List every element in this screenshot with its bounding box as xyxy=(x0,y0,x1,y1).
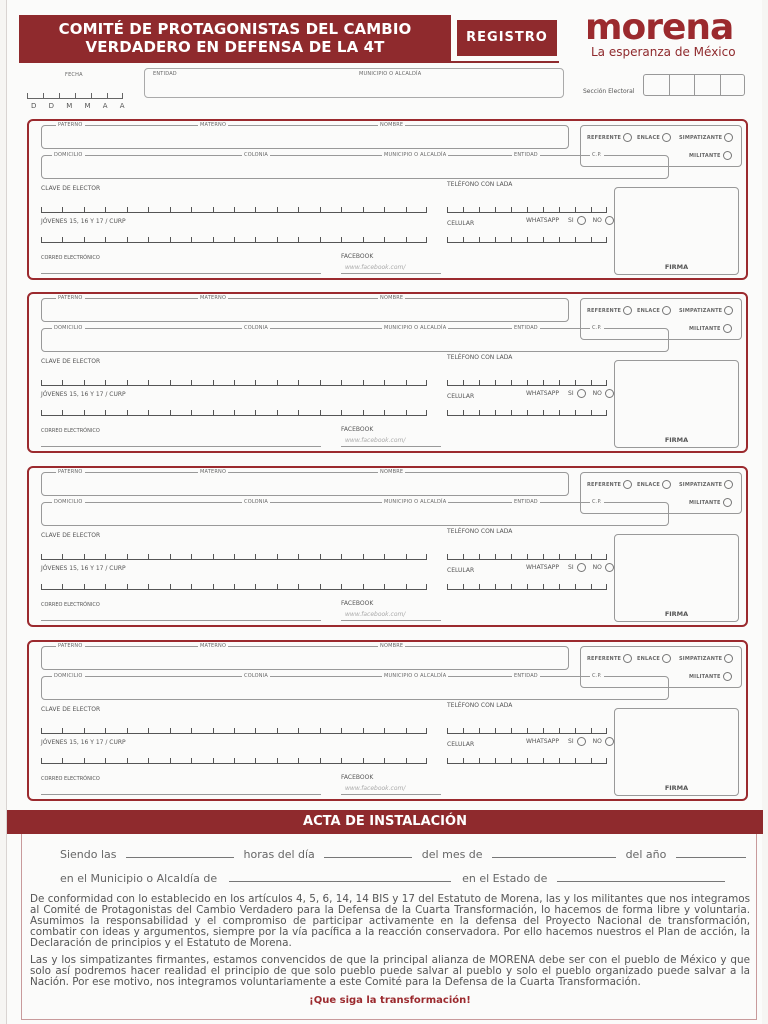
simpatizante-option[interactable] xyxy=(679,133,733,142)
title-line-1: COMITÉ DE PROTAGONISTAS DEL CAMBIO xyxy=(58,20,412,38)
acta-estado-label: en el Estado de xyxy=(462,872,548,885)
simpatizante-label: SIMPATIZANTE xyxy=(679,655,723,662)
referente-option[interactable] xyxy=(587,654,632,663)
paterno-label: PATERNO xyxy=(58,295,83,301)
telefono-label: TELÉFONO CON LADA xyxy=(447,181,513,188)
enlace-radio[interactable] xyxy=(662,133,671,142)
whatsapp-no-radio[interactable] xyxy=(605,389,614,398)
acta-municipio-field[interactable] xyxy=(229,872,451,882)
referente-radio[interactable] xyxy=(623,654,632,663)
simpatizante-label: SIMPATIZANTE xyxy=(679,481,723,488)
whatsapp-no-radio[interactable] xyxy=(605,563,614,572)
whatsapp-si-radio[interactable] xyxy=(577,563,586,572)
correo-label: CORREO ELECTRÓNICO xyxy=(41,602,100,608)
hora-field[interactable] xyxy=(126,848,234,858)
acta-municipio-label: en el Municipio o Alcaldía de xyxy=(60,872,218,885)
firma-box[interactable] xyxy=(614,360,739,448)
paterno-label: PATERNO xyxy=(58,643,83,649)
simpatizante-option[interactable] xyxy=(679,306,733,315)
address-field[interactable] xyxy=(41,673,669,700)
celular-label: CELULAR xyxy=(447,220,475,227)
record-card xyxy=(27,640,748,801)
celular-label: CELULAR xyxy=(447,567,475,574)
name-field[interactable] xyxy=(41,643,569,670)
name-field[interactable] xyxy=(41,295,569,322)
record-card xyxy=(27,292,748,453)
whatsapp-option xyxy=(526,737,614,746)
simpatizante-radio[interactable] xyxy=(724,654,733,663)
curp-field[interactable] xyxy=(41,584,427,590)
militante-radio[interactable] xyxy=(723,151,732,160)
entidad-municipio-field[interactable] xyxy=(144,68,564,98)
whatsapp-si-radio[interactable] xyxy=(577,216,586,225)
whatsapp-label: WHATSAPP xyxy=(526,217,560,224)
enlace-option[interactable] xyxy=(637,133,671,142)
entidad-label: ENTIDAD xyxy=(514,152,538,158)
telefono-field[interactable] xyxy=(447,554,607,560)
address-field[interactable] xyxy=(41,325,669,352)
si-label: SI xyxy=(568,390,574,397)
no-label: NO xyxy=(592,217,602,224)
colonia-label: COLONIA xyxy=(244,152,269,158)
acta-title: ACTA DE INSTALACIÓN xyxy=(7,810,763,834)
slogan: La esperanza de México xyxy=(591,45,736,59)
domicilio-label: DOMICILIO xyxy=(54,673,83,679)
colonia-label: COLONIA xyxy=(244,499,269,505)
facebook-field[interactable] xyxy=(341,446,441,447)
municipio-label: MUNICIPIO O ALCALDÍA xyxy=(384,325,447,331)
address-field[interactable] xyxy=(41,152,669,179)
registro-label: REGISTRO xyxy=(457,20,557,56)
curp-field[interactable] xyxy=(41,758,427,764)
telefono-label: TELÉFONO CON LADA xyxy=(447,528,513,535)
militante-radio[interactable] xyxy=(723,672,732,681)
firma-label: FIRMA xyxy=(664,784,689,792)
facebook-label: FACEBOOK xyxy=(341,600,374,607)
enlace-label: ENLACE xyxy=(637,134,660,141)
dia-field[interactable] xyxy=(324,848,412,858)
referente-radio[interactable] xyxy=(623,306,632,315)
militante-option[interactable] xyxy=(689,498,732,507)
siendo-label: Siendo las xyxy=(60,848,117,861)
mes-field[interactable] xyxy=(492,848,616,858)
domicilio-label: DOMICILIO xyxy=(54,499,83,505)
enlace-radio[interactable] xyxy=(662,654,671,663)
facebook-field[interactable] xyxy=(341,273,441,274)
celular-field[interactable] xyxy=(447,410,607,416)
whatsapp-option xyxy=(526,216,614,225)
enlace-radio[interactable] xyxy=(662,306,671,315)
enlace-label: ENLACE xyxy=(637,481,660,488)
curp-label: JÓVENES 15, 16 Y 17 / CURP xyxy=(41,218,126,225)
fecha-field[interactable] xyxy=(27,92,123,99)
militante-option[interactable] xyxy=(689,151,732,160)
seccion-label: Sección Electoral xyxy=(583,88,635,95)
referente-option[interactable] xyxy=(587,133,632,142)
nombre-label: NOMBRE xyxy=(380,643,404,649)
domicilio-label: DOMICILIO xyxy=(54,325,83,331)
correo-field[interactable] xyxy=(41,794,321,795)
militante-radio[interactable] xyxy=(723,498,732,507)
municipio-label: MUNICIPIO O ALCALDÍA xyxy=(384,152,447,158)
cp-label: C.P. xyxy=(592,325,602,331)
materno-label: MATERNO xyxy=(200,469,227,475)
curp-label: JÓVENES 15, 16 Y 17 / CURP xyxy=(41,391,126,398)
facebook-field[interactable] xyxy=(341,620,441,621)
name-field[interactable] xyxy=(41,122,569,149)
facebook-label: FACEBOOK xyxy=(341,253,374,260)
anio-field[interactable] xyxy=(676,848,746,858)
clave-label: CLAVE DE ELECTOR xyxy=(41,185,101,192)
whatsapp-no-radio[interactable] xyxy=(605,216,614,225)
simpatizante-option[interactable] xyxy=(679,480,733,489)
clave-field[interactable] xyxy=(41,380,427,386)
facebook-hint: www.facebook.com/ xyxy=(345,611,406,618)
acta-estado-field[interactable] xyxy=(557,872,725,882)
firma-box[interactable] xyxy=(614,187,739,275)
correo-field[interactable] xyxy=(41,446,321,447)
whatsapp-label: WHATSAPP xyxy=(526,738,560,745)
simpatizante-option[interactable] xyxy=(679,654,733,663)
mes-label: del mes de xyxy=(421,848,483,861)
correo-field[interactable] xyxy=(41,620,321,621)
acta-paragraph-2: Las y los simpatizantes firmantes, estamos convencidos de que la principal alianza de MORENA debe ser con el pueblo de México y que solo así podremos hacer realidad el principio de que solo pueblo puede salvar al pueblo y solo el pueblo organizado puede salvar a la Nación. Por ese motivo, nos integramos voluntariamente a este Comité para la Defensa de la Cuarta Transformación. xyxy=(30,954,750,988)
facebook-label: FACEBOOK xyxy=(341,426,374,433)
militante-option[interactable] xyxy=(689,324,732,333)
paterno-label: PATERNO xyxy=(58,122,83,128)
enlace-option[interactable] xyxy=(637,306,671,315)
militante-label: MILITANTE xyxy=(689,499,721,506)
anio-label: del año xyxy=(625,848,667,861)
acta-place-line xyxy=(60,872,725,885)
referente-radio[interactable] xyxy=(623,133,632,142)
si-label: SI xyxy=(568,217,574,224)
correo-label: CORREO ELECTRÓNICO xyxy=(41,428,100,434)
cp-label: C.P. xyxy=(592,152,602,158)
morena-logo: morena xyxy=(585,7,734,48)
firma-label: FIRMA xyxy=(664,436,689,444)
curp-field[interactable] xyxy=(41,237,427,243)
materno-label: MATERNO xyxy=(200,122,227,128)
clave-field[interactable] xyxy=(41,207,427,213)
materno-label: MATERNO xyxy=(200,295,227,301)
materno-label: MATERNO xyxy=(200,643,227,649)
referente-option[interactable] xyxy=(587,480,632,489)
fecha-format: D D M M A A xyxy=(31,102,126,110)
whatsapp-label: WHATSAPP xyxy=(526,390,560,397)
facebook-hint: www.facebook.com/ xyxy=(345,437,406,444)
firma-label: FIRMA xyxy=(664,263,689,271)
municipio-label: MUNICIPIO O ALCALDÍA xyxy=(384,499,447,505)
correo-field[interactable] xyxy=(41,273,321,274)
telefono-field[interactable] xyxy=(447,380,607,386)
referente-option[interactable] xyxy=(587,306,632,315)
curp-field[interactable] xyxy=(41,410,427,416)
municipio-label: MUNICIPIO O ALCALDÍA xyxy=(359,71,422,77)
celular-field[interactable] xyxy=(447,584,607,590)
telefono-label: TELÉFONO CON LADA xyxy=(447,702,513,709)
clave-label: CLAVE DE ELECTOR xyxy=(41,706,101,713)
enlace-label: ENLACE xyxy=(637,307,660,314)
militante-label: MILITANTE xyxy=(689,325,721,332)
entidad-label: ENTIDAD xyxy=(514,499,538,505)
militante-label: MILITANTE xyxy=(689,673,721,680)
no-label: NO xyxy=(592,564,602,571)
acta-paragraph-1: De conformidad con lo establecido en los artículos 4, 5, 6, 14, 14 BIS y 17 del Estatuto de Morena, las y los militantes que nos integramos al Comité de Protagonistas del Cambio Verdadero para la Defensa de la Cuarta Transformación, lo hacemos de forma libre y voluntaria. Asumimos la responsabilidad y el compromiso de participar activamente en la defensa del Proyecto Nacional de transformación, combatir con ideas y argumentos, siempre por la vía pacífica a la reacción conservadora. Por ello hacemos nuestros el Plan de acción, la Declaración de principios y el Estatuto de Morena. xyxy=(30,893,750,949)
facebook-hint: www.facebook.com/ xyxy=(345,785,406,792)
nombre-label: NOMBRE xyxy=(380,295,404,301)
no-label: NO xyxy=(592,390,602,397)
whatsapp-no-radio[interactable] xyxy=(605,737,614,746)
firma-box[interactable] xyxy=(614,708,739,796)
entidad-label: ENTIDAD xyxy=(514,325,538,331)
whatsapp-si-radio[interactable] xyxy=(577,737,586,746)
simpatizante-radio[interactable] xyxy=(724,133,733,142)
title-line-2: VERDADERO EN DEFENSA DE LA 4T xyxy=(85,38,385,56)
cp-label: C.P. xyxy=(592,673,602,679)
celular-field[interactable] xyxy=(447,237,607,243)
telefono-field[interactable] xyxy=(447,728,607,734)
curp-label: JÓVENES 15, 16 Y 17 / CURP xyxy=(41,739,126,746)
clave-label: CLAVE DE ELECTOR xyxy=(41,358,101,365)
enlace-option[interactable] xyxy=(637,480,671,489)
no-label: NO xyxy=(592,738,602,745)
horas-label: horas del día xyxy=(243,848,315,861)
seccion-field[interactable] xyxy=(643,74,745,96)
clave-field[interactable] xyxy=(41,554,427,560)
enlace-radio[interactable] xyxy=(662,480,671,489)
facebook-field[interactable] xyxy=(341,794,441,795)
militante-label: MILITANTE xyxy=(689,152,721,159)
simpatizante-radio[interactable] xyxy=(724,306,733,315)
whatsapp-option xyxy=(526,563,614,572)
colonia-label: COLONIA xyxy=(244,673,269,679)
telefono-field[interactable] xyxy=(447,207,607,213)
facebook-hint: www.facebook.com/ xyxy=(345,264,406,271)
enlace-option[interactable] xyxy=(637,654,671,663)
record-card xyxy=(27,119,748,280)
referente-label: REFERENTE xyxy=(587,481,622,488)
fecha-label: FECHA xyxy=(65,72,83,78)
whatsapp-option xyxy=(526,389,614,398)
si-label: SI xyxy=(568,738,574,745)
nombre-label: NOMBRE xyxy=(380,469,404,475)
entidad-label: ENTIDAD xyxy=(514,673,538,679)
clave-label: CLAVE DE ELECTOR xyxy=(41,532,101,539)
acta-date-line xyxy=(60,848,746,861)
referente-label: REFERENTE xyxy=(587,307,622,314)
correo-label: CORREO ELECTRÓNICO xyxy=(41,255,100,261)
facebook-label: FACEBOOK xyxy=(341,774,374,781)
form-title xyxy=(19,15,451,61)
curp-label: JÓVENES 15, 16 Y 17 / CURP xyxy=(41,565,126,572)
acta-section xyxy=(21,834,757,1020)
simpatizante-label: SIMPATIZANTE xyxy=(679,134,723,141)
name-field[interactable] xyxy=(41,469,569,496)
closing-slogan: ¡Que siga la transformación! xyxy=(309,995,471,1006)
colonia-label: COLONIA xyxy=(244,325,269,331)
firma-label: FIRMA xyxy=(664,610,689,618)
paterno-label: PATERNO xyxy=(58,469,83,475)
simpatizante-label: SIMPATIZANTE xyxy=(679,307,723,314)
record-card xyxy=(27,466,748,627)
telefono-label: TELÉFONO CON LADA xyxy=(447,354,513,361)
referente-radio[interactable] xyxy=(623,480,632,489)
celular-label: CELULAR xyxy=(447,741,475,748)
si-label: SI xyxy=(568,564,574,571)
whatsapp-label: WHATSAPP xyxy=(526,564,560,571)
referente-label: REFERENTE xyxy=(587,655,622,662)
entidad-label: ENTIDAD xyxy=(153,71,177,77)
celular-label: CELULAR xyxy=(447,393,475,400)
nombre-label: NOMBRE xyxy=(380,122,404,128)
cp-label: C.P. xyxy=(592,499,602,505)
militante-option[interactable] xyxy=(689,672,732,681)
address-field[interactable] xyxy=(41,499,669,526)
header-divider xyxy=(19,61,559,63)
registration-form-page xyxy=(6,0,762,1024)
firma-box[interactable] xyxy=(614,534,739,622)
militante-radio[interactable] xyxy=(723,324,732,333)
clave-field[interactable] xyxy=(41,728,427,734)
municipio-label: MUNICIPIO O ALCALDÍA xyxy=(384,673,447,679)
domicilio-label: DOMICILIO xyxy=(54,152,83,158)
simpatizante-radio[interactable] xyxy=(724,480,733,489)
enlace-label: ENLACE xyxy=(637,655,660,662)
whatsapp-si-radio[interactable] xyxy=(577,389,586,398)
celular-field[interactable] xyxy=(447,758,607,764)
referente-label: REFERENTE xyxy=(587,134,622,141)
correo-label: CORREO ELECTRÓNICO xyxy=(41,776,100,782)
